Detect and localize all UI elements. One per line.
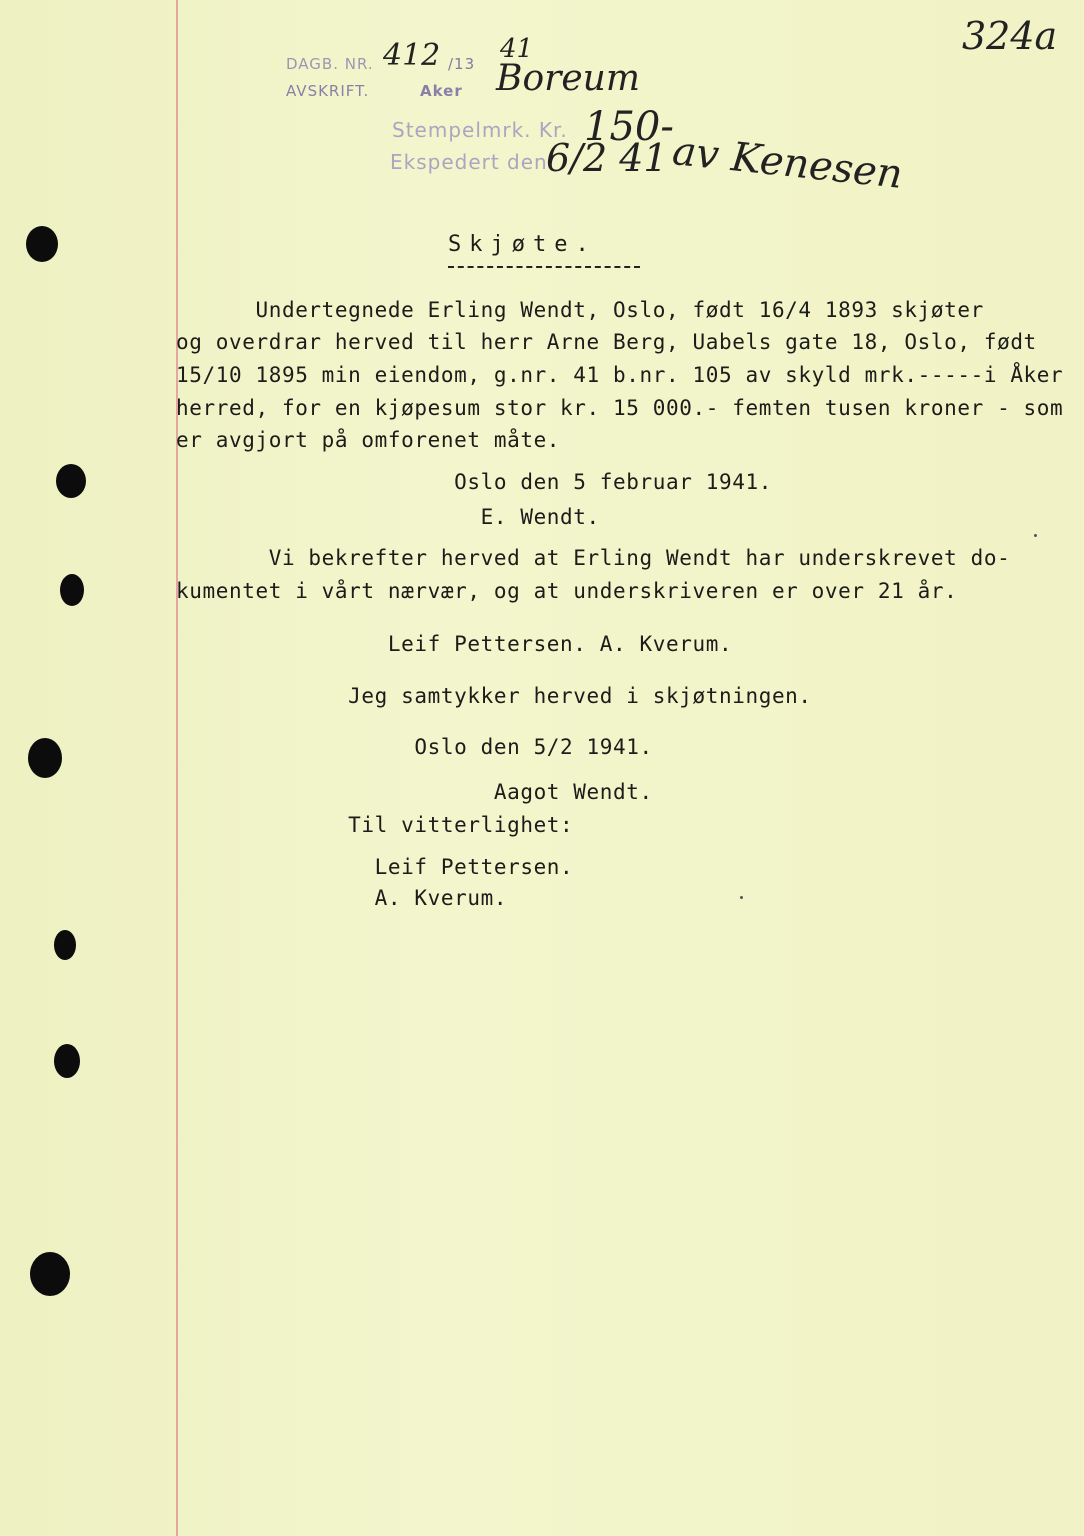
punch-hole [26, 226, 58, 262]
title-underline [448, 266, 640, 268]
body-line: Oslo den 5/2 1941. [176, 735, 653, 759]
body-line: Oslo den 5 februar 1941. [176, 470, 772, 494]
page-number: 324a [962, 14, 1058, 58]
body-line: 15/10 1895 min eiendom, g.nr. 41 b.nr. 105 av skyld mrk.-----i Åker [176, 363, 1064, 387]
body-line: herred, for en kjøpesum stor kr. 15 000.- femten tusen kroner - som [176, 396, 1064, 420]
body-line: Til vitterlighet: [176, 813, 574, 837]
punch-hole [54, 930, 76, 960]
dagb-suffix: /13 [448, 55, 476, 73]
body-line: A. Kverum. [176, 886, 508, 910]
punch-hole [28, 738, 62, 778]
ekspedert-signature: av Kenesen [670, 128, 905, 198]
body-line: Undertegnede Erling Wendt, Oslo, født 16/4 1893 skjøter [176, 298, 984, 322]
avskrift-handwritten: Boreum [496, 58, 640, 99]
dagb-label: DAGB. NR. [286, 55, 374, 73]
document-title: Skjøte. [448, 232, 597, 257]
body-line: E. Wendt. [176, 505, 600, 529]
ink-speck [740, 896, 743, 899]
ekspedert-label: Ekspedert den [390, 150, 548, 174]
body-line: Leif Pettersen. A. Kverum. [176, 632, 733, 656]
ink-speck [1034, 534, 1037, 537]
punch-hole [30, 1252, 70, 1296]
stempel-label: Stempelmrk. Kr. [392, 118, 568, 142]
body-line: og overdrar herved til herr Arne Berg, Uabels gate 18, Oslo, født [176, 330, 1037, 354]
dagb-year: 41 [500, 34, 534, 64]
body-line: er avgjort på omforenet måte. [176, 428, 561, 452]
stempel-amount: 150- [584, 104, 674, 150]
body-line: Jeg samtykker herved i skjøtningen. [176, 684, 812, 708]
body-line: Vi bekrefter herved at Erling Wendt har underskrevet do- [176, 546, 1011, 570]
punch-hole [56, 464, 86, 498]
body-line: kumentet i vårt nærvær, og at underskriveren er over 21 år. [176, 579, 958, 603]
body-line: Aagot Wendt. [176, 780, 653, 804]
avskrift-place: Aker [420, 82, 463, 100]
ekspedert-date: 6/2 41 [546, 136, 668, 180]
punch-hole [54, 1044, 80, 1078]
body-line: Leif Pettersen. [176, 855, 574, 879]
punch-hole [60, 574, 84, 606]
dagb-number: 412 [383, 38, 441, 73]
margin-line [176, 0, 178, 1536]
avskrift-label: AVSKRIFT. [286, 82, 370, 100]
